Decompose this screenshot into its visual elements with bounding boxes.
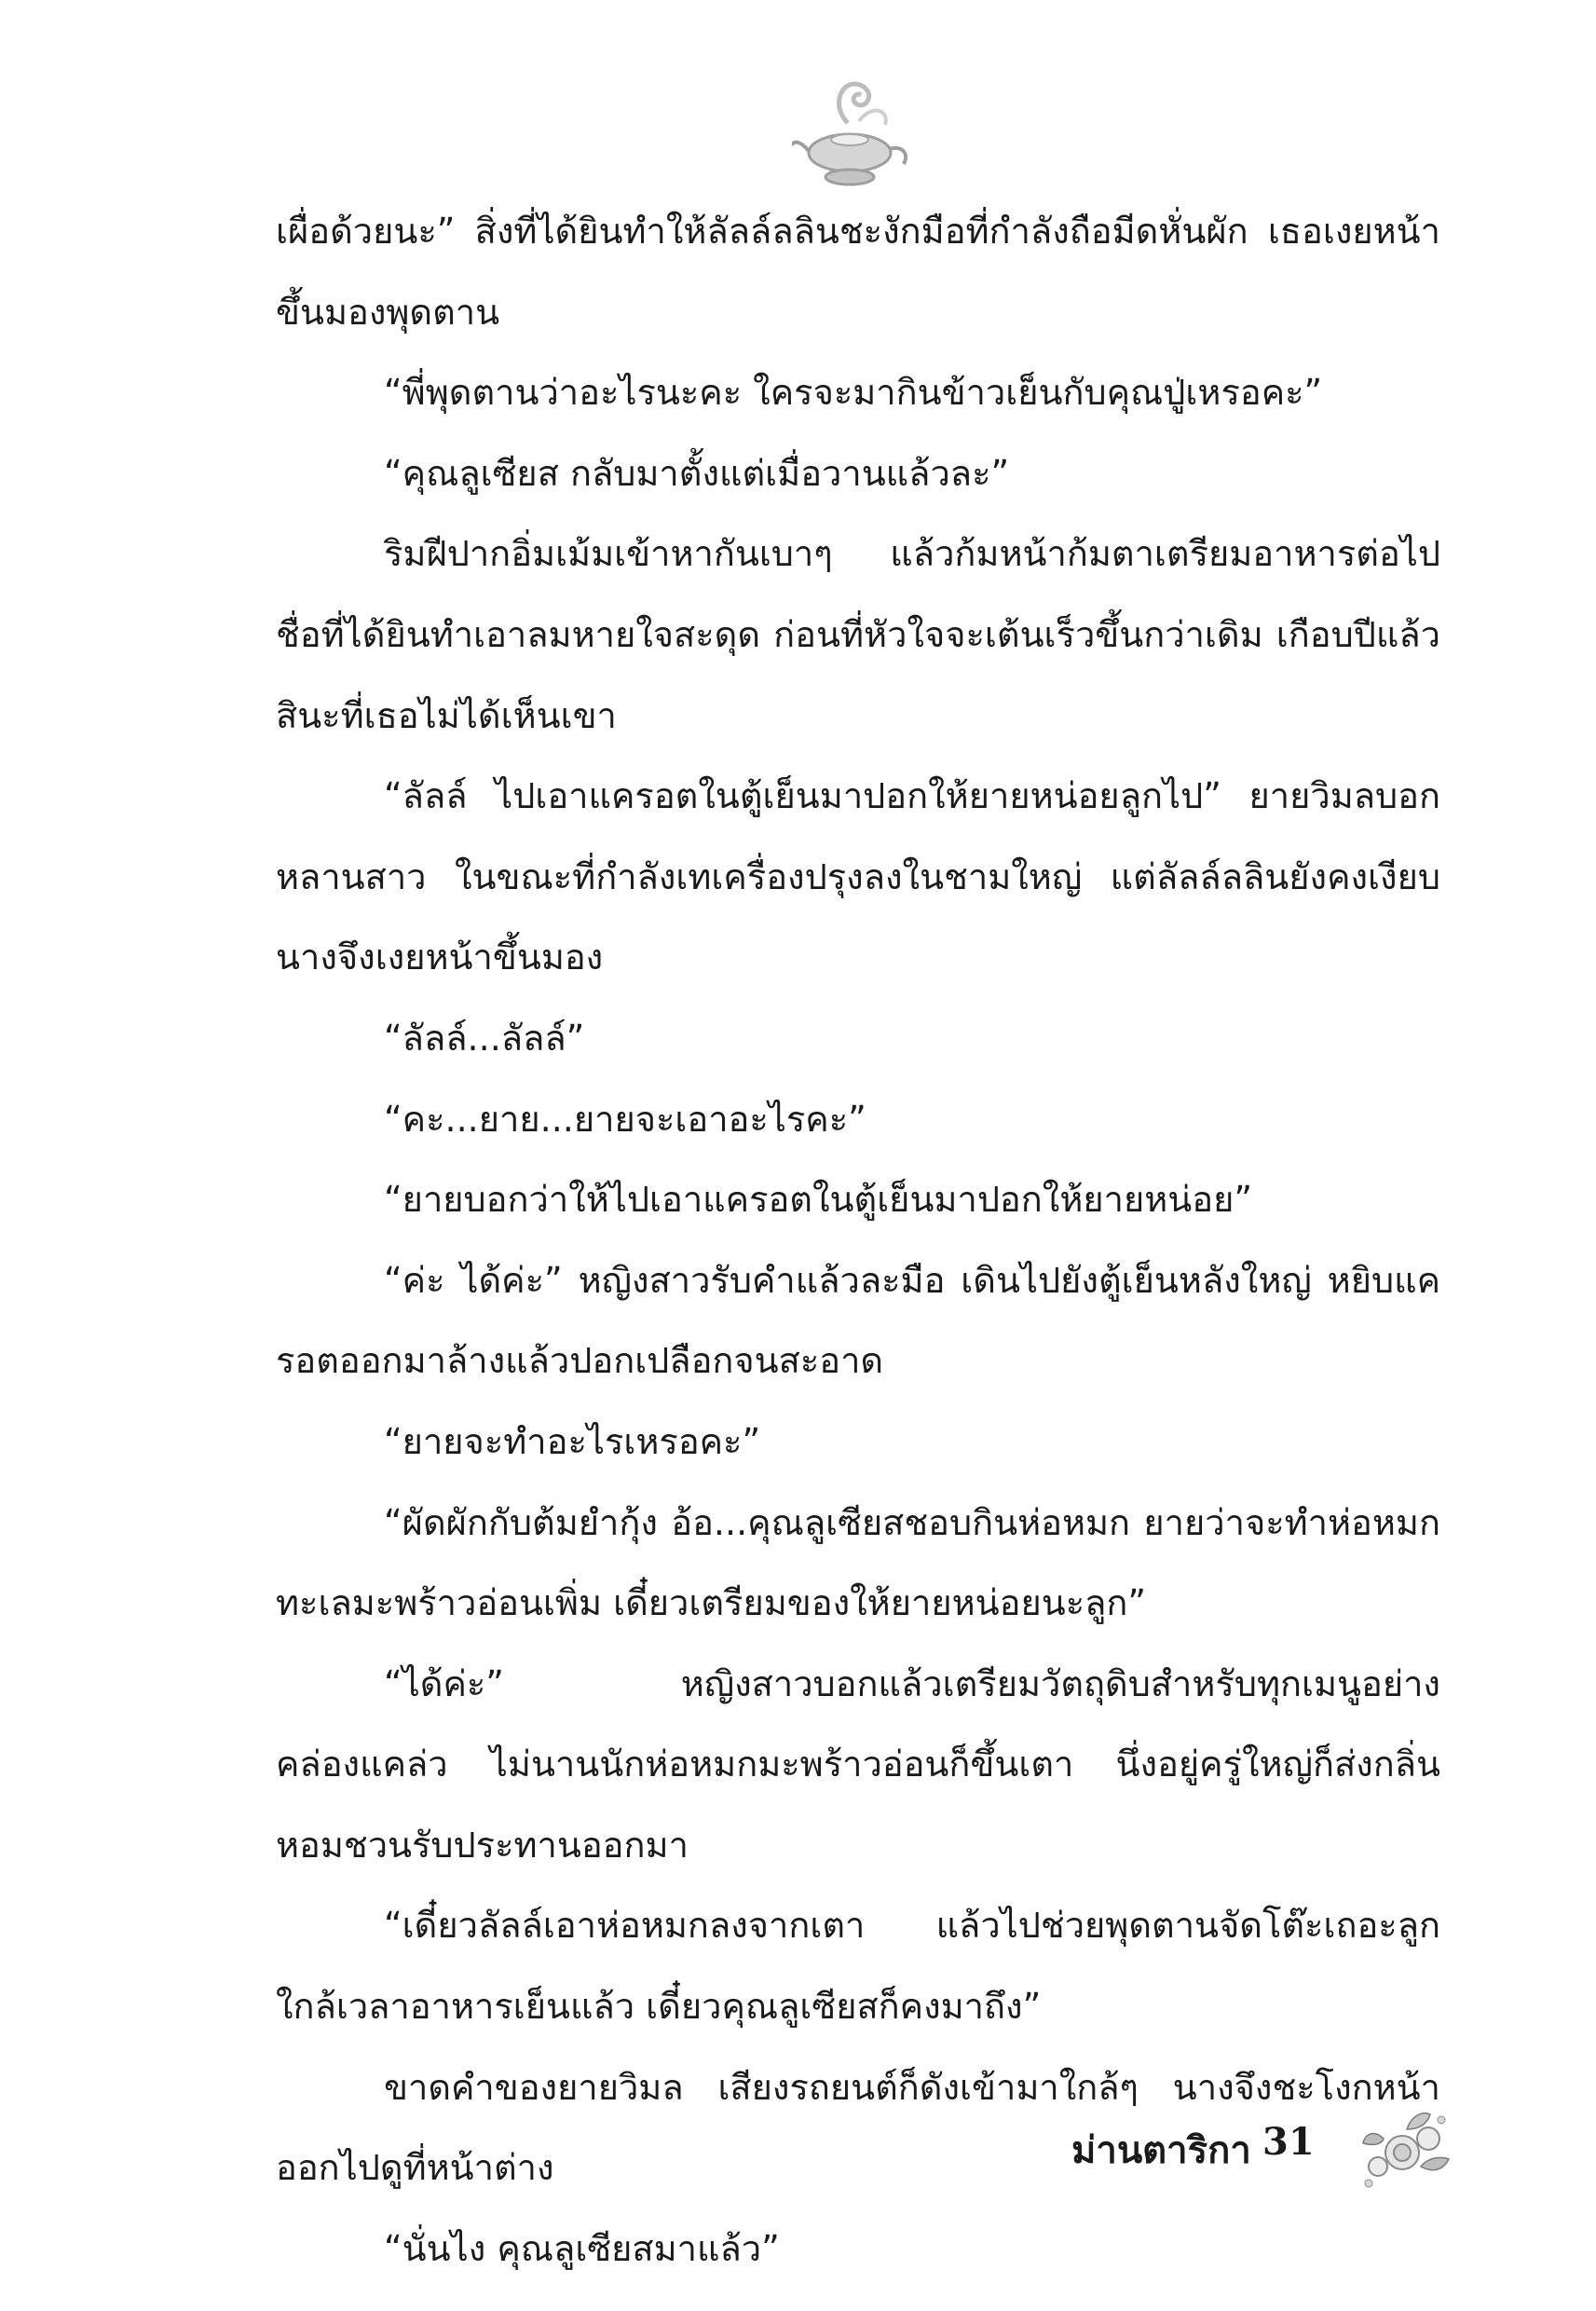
paragraph-6: “ลัลล์...ลัลล์” [384, 1017, 585, 1059]
page-number: 31 [1262, 2120, 1315, 2164]
paragraph-14: ขาดคำของยายวิมล เสียงรถยนต์ก็ดังเข้ามาใกล้ๆ นางจึงชะโงกหน้าออกไปดูที่หน้าต่าง [276, 2066, 1440, 2189]
paragraph-9: “ค่ะ ได้ค่ะ” หญิงสาวรับคำแล้วละมือ เดินไปยังตู้เย็นหลังใหญ่ หยิบแครอตออกมาล้างแล้วปอกเปลือกจนสะอาด [276, 1259, 1440, 1382]
paragraph-10: “ยายจะทำอะไรเหรอคะ” [384, 1420, 761, 1462]
flower-ornament-icon [1356, 2101, 1458, 2195]
paragraph-2: “พี่พุดตานว่าอะไรนะคะ ใครจะมากินข้าวเย็นกับคุณปู่เหรอคะ” [384, 372, 1323, 414]
paragraph-13: “เดี๋ยวลัลล์เอาห่อหมกลงจากเตา แล้วไปช่วยพุดตานจัดโต๊ะเถอะลูก ใกล้เวลาอาหารเย็นแล้ว เดี๋ยวคุณลูเซียสก็คงมาถึง” [276, 1905, 1440, 2028]
paragraph-1: เผื่อด้วยนะ” สิ่งที่ได้ยินทำให้ลัลล์ลลินชะงักมือที่กำลังถือมีดหั่นผัก เธอเงยหน้าขึ้นมองพุดตาน [276, 211, 1440, 333]
lamp-ornament-icon [792, 67, 913, 198]
paragraph-7: “คะ...ยาย...ยายจะเอาอะไรคะ” [384, 1098, 866, 1140]
paragraph-4: ริมฝีปากอิ่มเม้มเข้าหากันเบาๆ แล้วก้มหน้าก้มตาเตรียมอาหารต่อไป ชื่อที่ได้ยินทำเอาลมหายใจสะดุด ก่อนที่หัวใจจะเต้นเร็วขึ้นกว่าเดิม เกือบปีแล้วสินะที่เธอไม่ได้เห็นเขา [276, 533, 1440, 736]
page-footer [1071, 2101, 1472, 2222]
book-title: ม่านตาริกา [1071, 2128, 1251, 2172]
paragraph-12: “ได้ค่ะ” หญิงสาวบอกแล้วเตรียมวัตถุดิบสำหรับทุกเมนูอย่างคล่องแคล่ว ไม่นานนักห่อหมกมะพร้าวอ่อนก็ขึ้นเตา นึ่งอยู่ครู่ใหญ่ก็ส่งกลิ่นหอมชวนรับประทานออกมา [276, 1662, 1440, 1866]
paragraph-15: “นั่นไง คุณลูเซียสมาแล้ว” [384, 2227, 780, 2269]
paragraph-5: “ลัลล์ ไปเอาแครอตในตู้เย็นมาปอกให้ยายหน่อยลูกไป” ยายวิมลบอกหลานสาว ในขณะที่กำลังเทเครื่องปรุงลงในชามใหญ่ แต่ลัลล์ลลินยังคงเงียบ นางจึงเงยหน้าขึ้นมอง [276, 775, 1440, 978]
paragraph-3: “คุณลูเซียส กลับมาตั้งแต่เมื่อวานแล้วละ” [384, 452, 1010, 494]
paragraph-8: “ยายบอกว่าให้ไปเอาแครอตในตู้เย็นมาปอกให้ยายหน่อย” [384, 1179, 1253, 1221]
paragraph-11: “ผัดผักกับต้มยำกุ้ง อ้อ...คุณลูเซียสชอบกินห่อหมก ยายว่าจะทำห่อหมกทะเลมะพร้าวอ่อนเพิ่ม เดี๋ยวเตรียมของให้ยายหน่อยนะลูก” [276, 1501, 1440, 1624]
body-text [276, 191, 1440, 2289]
